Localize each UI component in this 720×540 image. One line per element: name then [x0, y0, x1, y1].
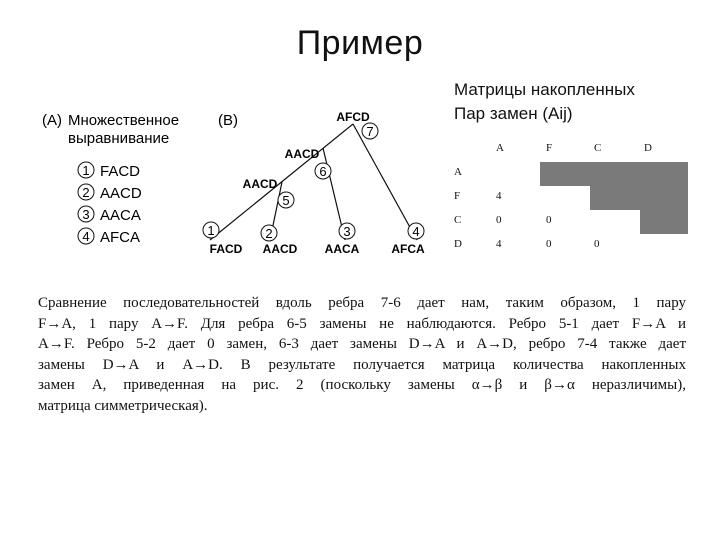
matrix-row-header: F — [454, 190, 461, 202]
node-label-5: 5 — [282, 193, 290, 208]
matrix-cell: 0 — [546, 238, 552, 250]
tree-edges — [210, 124, 420, 240]
matrix-col-header: C — [594, 142, 602, 154]
leaf-sequence-3: AACA — [324, 242, 360, 256]
phylogenetic-tree-figure — [40, 100, 440, 265]
leaf-sequence-4: AFCA — [391, 242, 425, 256]
matrix-cell: 0 — [594, 238, 600, 250]
edge-7-4 — [353, 124, 420, 240]
leaf-node-label-3: 3 — [343, 224, 351, 239]
explanation-paragraph — [38, 293, 686, 416]
sequence-1 — [78, 162, 140, 180]
matrix-cell: 0 — [496, 214, 502, 226]
sequence-3 — [78, 206, 141, 224]
sequence-text: AACD — [100, 185, 142, 202]
leaf-sequence-1: FACD — [209, 242, 243, 256]
matrix-cell: 4 — [496, 190, 502, 202]
panel-a-title-1: Множественное — [68, 112, 180, 129]
subtitle — [454, 78, 635, 126]
inner-sequence-6: AACD — [284, 147, 320, 161]
root-sequence: AFCD — [336, 110, 370, 124]
paragraph-line-5: замен A, приведенная на рис. 2 (поскольку замены α→β и β→α неразличимы), — [38, 377, 686, 393]
matrix-row-header: A — [454, 166, 462, 178]
paragraph-line-6: матрица симметрическая). — [38, 397, 208, 414]
paragraph-line-1: Сравнение последовательностей вдоль ребра 7-6 дает нам, таким образом, 1 пару — [38, 295, 686, 311]
paragraph-line-4: замены D→A и A→D. В результате получается матрица количества накопленных — [38, 356, 686, 373]
shaded-upper-triangle — [540, 162, 688, 186]
sequence-text: FACD — [100, 163, 141, 180]
node-label-7: 7 — [366, 124, 374, 139]
sequence-number: 3 — [82, 207, 90, 222]
matrix-col-header: A — [496, 142, 504, 154]
leaf-node-label-1: 1 — [207, 223, 215, 238]
matrix-cell: 0 — [546, 214, 552, 226]
matrix-col-header: F — [546, 142, 553, 154]
sequence-number: 2 — [82, 185, 90, 200]
node-label-6: 6 — [319, 164, 327, 179]
inner-sequence-5: AACD — [242, 177, 278, 191]
leaf-node-label-2: 2 — [265, 226, 273, 241]
shaded-upper-triangle — [590, 186, 688, 210]
sequence-text: AFCA — [100, 229, 141, 246]
leaf-node-label-4: 4 — [412, 224, 420, 239]
shaded-upper-triangle — [640, 210, 688, 234]
matrix-row-header: D — [454, 238, 462, 250]
substitution-matrix — [446, 138, 688, 256]
paragraph-line-3: A→F. Ребро 5-2 дает 0 замен, 6-3 дает замены D→A и A→D, ребро 7-4 также дает — [38, 336, 686, 352]
matrix-row-header: C — [454, 214, 462, 226]
matrix-cell: 4 — [496, 238, 502, 250]
panel-a-title-2: выравнивание — [68, 130, 170, 147]
leaf-sequence-2: AACD — [262, 242, 298, 256]
sequence-4 — [78, 228, 140, 246]
sequence-number: 4 — [82, 229, 90, 244]
matrix-col-header: D — [644, 142, 652, 154]
sequence-2 — [78, 184, 142, 202]
sequence-number: 1 — [82, 163, 90, 178]
slide-title: Пример — [296, 24, 424, 62]
paragraph-line-2: F→A, 1 пару A→F. Для ребра 6-5 замены не наблюдаются. Ребро 5-1 дает F→A и — [38, 315, 686, 332]
sequence-list — [78, 162, 142, 246]
subtitle-line-2: Пар замен (Aij) — [454, 104, 573, 123]
panel-a-label: (A) — [42, 112, 62, 129]
sequence-text: AACA — [100, 207, 141, 224]
panel-b-label: (B) — [218, 112, 238, 129]
subtitle-line-1: Матрицы накопленных — [454, 80, 635, 99]
